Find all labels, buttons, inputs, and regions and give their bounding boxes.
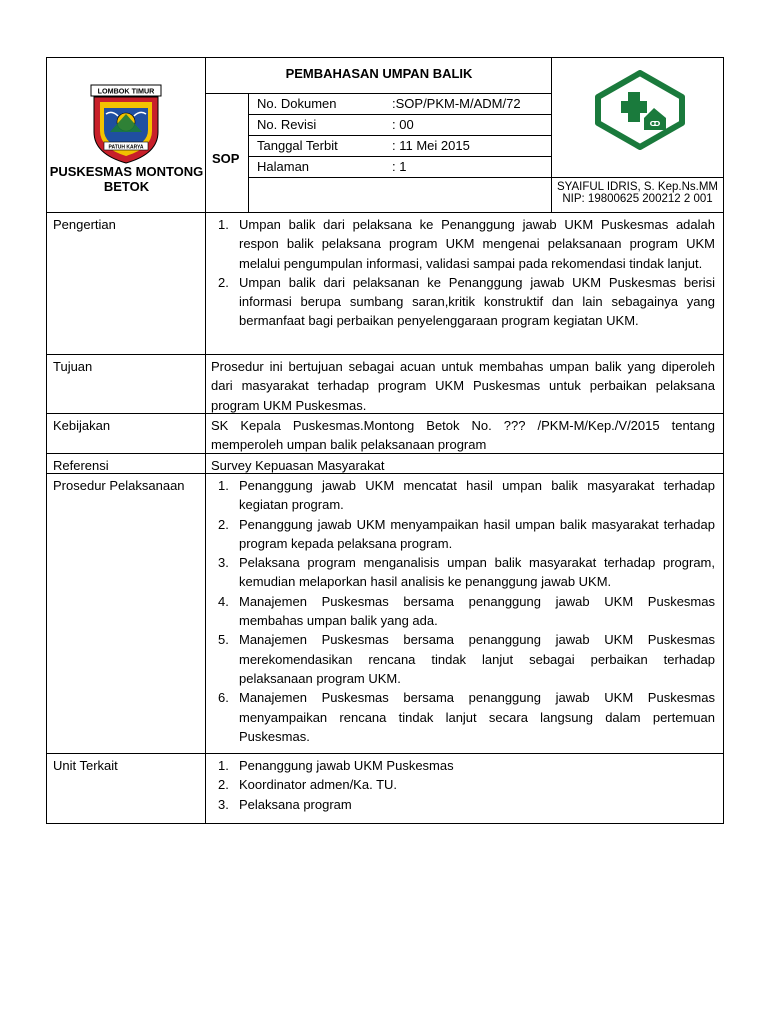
list-number: 5. (218, 632, 229, 648)
section-label: Unit Terkait (47, 754, 206, 823)
list-number: 1. (218, 758, 229, 773)
list-item (211, 630, 715, 688)
section-pengertian (47, 212, 723, 354)
sop-label-cell (206, 94, 249, 212)
list-item (211, 775, 715, 794)
list-text: Koordinator admen/Ka. TU. (239, 777, 398, 793)
meta-value: :SOP/PKM-M/ADM/72 (392, 96, 521, 111)
meta-label: Halaman (257, 159, 310, 174)
signatory-block (552, 177, 723, 205)
meta-label: No. Dokumen (257, 96, 337, 111)
list-number: 3. (218, 555, 229, 571)
section-label: Pengertian (47, 213, 206, 354)
document-meta-table (249, 94, 552, 178)
list-item (211, 476, 715, 515)
list-text: Penanggung jawab UKM Puskesmas (239, 758, 454, 773)
section-content (206, 454, 723, 473)
list-number: 1. (218, 478, 229, 493)
section-label: Referensi (47, 454, 206, 473)
signatory-name: SYAIFUL IDRIS, S. Kep.Ns.MM (556, 181, 719, 193)
list-item (211, 592, 715, 631)
list-text: Manajemen Puskesmas bersama penanggung jawab UKM Puskesmas menyampaikan rencana tindak lanjut secara langsung dalam pertemuan Puskesmas. (239, 690, 715, 744)
meta-row (249, 115, 552, 136)
sop-content-table (46, 212, 724, 824)
section-content (206, 474, 723, 753)
crest-motto-text: PATUH KARYA (108, 144, 144, 151)
section-content (206, 213, 723, 354)
organization-cell (47, 58, 206, 212)
list-item (211, 756, 715, 775)
section-label: Kebijakan (47, 414, 206, 453)
list-number: 2. (218, 777, 229, 793)
meta-label: Tanggal Terbit (257, 138, 338, 153)
meta-value: : 00 (392, 117, 414, 132)
section-content (206, 414, 723, 453)
section-unit-terkait (47, 753, 723, 823)
document-title: PEMBAHASAN UMPAN BALIK (206, 58, 552, 94)
section-text: SK Kepala Puskesmas.Montong Betok No. ??? /PKM-M/Kep./V/2015 tentang memperoleh umpan balik pelaksanaan program (211, 418, 715, 453)
sop-label: SOP (212, 151, 240, 166)
list-number: 1. (218, 217, 229, 232)
section-referensi (47, 453, 723, 473)
list-text: Penanggung jawab UKM mencatat hasil umpan balik masyarakat terhadap kegiatan program. (239, 478, 715, 513)
lombok-timur-crest-icon (90, 84, 162, 164)
list-number: 4. (218, 593, 229, 609)
list-item (211, 273, 715, 331)
meta-row (249, 94, 552, 115)
logo-signature-cell (552, 58, 723, 212)
list-text: Pelaksana program (239, 796, 352, 812)
list-item (211, 515, 715, 554)
organization-name: PUSKESMAS MONTONG BETOK (49, 164, 204, 194)
title-meta-cell (206, 58, 552, 212)
list-number: 2. (218, 516, 229, 532)
puskesmas-logo-icon (594, 70, 686, 150)
meta-row (249, 157, 552, 178)
meta-value: : 11 Mei 2015 (392, 138, 470, 153)
list-number: 2. (218, 274, 229, 290)
list-item (211, 688, 715, 746)
section-content (206, 754, 723, 823)
section-text: Prosedur ini bertujuan sebagai acuan untuk membahas umpan balik yang diperoleh dari masyarakat terhadap program UKM Puskesmas untuk perbaikan pelaksana program UKM Puskesmas. (211, 359, 715, 413)
list-text: Umpan balik dari pelaksana ke Penanggung jawab UKM Puskesmas adalah respon balik pelaksana program UKM mengenai pelaksanaan program UKM melalui pengumpulan informasi, validasi sampai pada rekomendasi tindak lanjut. (239, 217, 715, 271)
list-text: Penanggung jawab UKM menyampaikan hasil umpan balik masyarakat terhadap program kepada pelaksana program. (239, 516, 715, 551)
list-item (211, 215, 715, 273)
section-label: Prosedur Pelaksanaan (47, 474, 206, 753)
document-header (46, 57, 724, 213)
crest-top-text: LOMBOK TIMUR (97, 86, 155, 96)
list-item (211, 553, 715, 592)
meta-row (249, 136, 552, 157)
list-text: Manajemen Puskesmas bersama penanggung jawab UKM Puskesmas membahas umpan balik yang ada. (239, 593, 715, 629)
section-kebijakan (47, 413, 723, 453)
signatory-nip: NIP: 19800625 200212 2 001 (562, 193, 713, 205)
meta-label: No. Revisi (257, 117, 317, 132)
section-prosedur-pelaksanaan (47, 473, 723, 753)
section-label: Tujuan (47, 355, 206, 413)
section-content (206, 355, 723, 413)
list-text: Umpan balik dari pelaksanan ke Penanggung jawab UKM Puskesmas berisi informasi berupa sumbang saran,kritik konstruktif dan lain sebagainya yang bermanfaat bagi perbaikan penyelenggaraan program kegiatan UKM. (239, 274, 715, 329)
list-text: Pelaksana program menganalisis umpan balik masyarakat terhadap program, kemudian melaporkan hasil analisis ke penanggung jawab UKM. (239, 555, 715, 590)
list-number: 6. (218, 690, 229, 706)
list-number: 3. (218, 796, 229, 812)
section-tujuan (47, 354, 723, 413)
list-item (211, 795, 715, 814)
meta-value: : 1 (392, 159, 407, 174)
section-text: Survey Kepuasan Masyarakat (211, 458, 385, 473)
list-text: Manajemen Puskesmas bersama penanggung jawab UKM Puskesmas merekomendasikan rencana tindak lanjut sebagai perbaikan terhadap pelaksanaan program UKM. (239, 632, 715, 686)
